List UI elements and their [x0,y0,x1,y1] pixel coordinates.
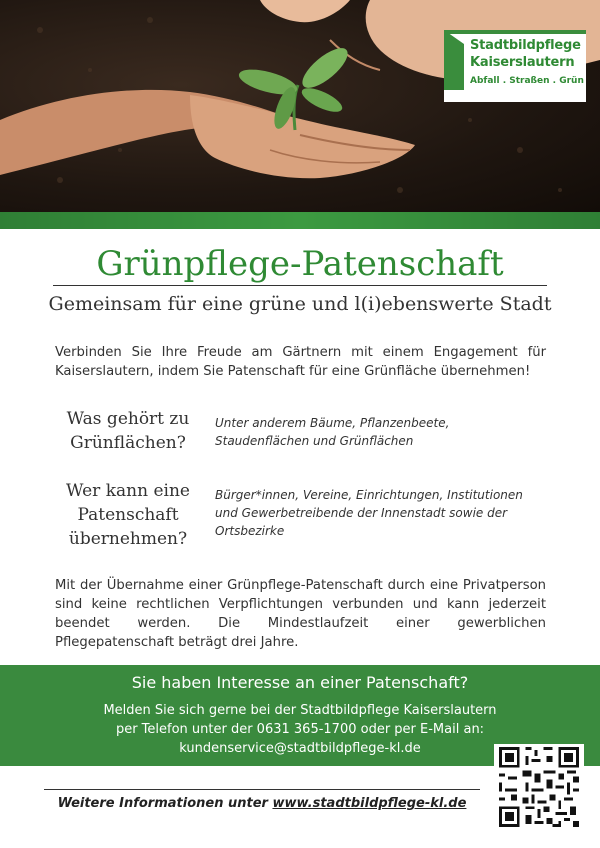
answer-2 [215,486,545,540]
footer-divider [44,789,480,790]
logo-line-2: Kaiserslautern [470,55,575,70]
contact-email[interactable]: kundenservice@stadtbildpflege-kl.de [179,741,421,756]
qr-code-icon [494,744,584,830]
qr-code [494,744,584,830]
question-2-line-3: übernehmen? [68,529,188,549]
answer-1-line-1: Unter anderem Bäume, Pflanzenbeete, [215,416,450,430]
answer-2-line-3: Ortsbezirke [215,524,285,538]
question-2 [63,479,193,551]
answer-2-line-1: Bürger*innen, Vereine, Einrichtungen, Institutionen [215,488,523,502]
logo-tagline: Abfall . Straßen . Grün [470,76,584,86]
question-1-line-1: Was gehört zu [66,409,190,429]
answer-1 [215,414,545,450]
title-divider [53,285,547,286]
question-1-line-2: Grünflächen? [70,433,186,453]
footer [0,796,524,811]
question-2-line-2: Patenschaft [77,505,179,525]
page-title: Grünpflege-Patenschaft [96,244,504,284]
stadtbildpflege-logo [444,30,586,102]
header-photo [0,0,600,212]
answer-2-line-2: und Gewerbetreibende der Innenstadt sowie der [215,506,508,520]
logo-line-1: Stadtbildpflege [470,38,581,53]
green-divider-band [0,212,600,229]
page-subtitle: Gemeinsam für eine grüne und l(i)ebenswerte Stadt [48,293,552,315]
contact-line-2: per Telefon unter der 0631 365-1700 oder per E-Mail an: [115,722,485,737]
info-paragraph: Mit der Übernahme einer Grünpflege-Patenschaft durch eine Privatperson sind keine rechtlichen Verpflichtungen verbunden und kann jederzeit beendet werden. Die Mindestlaufzeit einer gewerblichen Pflegepatenschaft beträgt drei Jahre. [55,578,546,650]
logo-top-bar [444,30,586,34]
footer-prefix: Weitere Informationen unter [57,796,273,811]
website-link[interactable]: www.stadtbildpflege-kl.de [272,796,467,811]
contact-line-1: Melden Sie sich gerne bei der Stadtbildpflege Kaiserslautern [103,703,497,718]
intro-paragraph: Verbinden Sie Ihre Freude am Gärtnern mit einem Engagement für Kaiserslautern, indem Sie Patenschaft für eine Grünfläche übernehmen! [55,345,546,379]
stadtbildpflege-logo-icon [444,30,464,90]
answer-1-line-2: Staudenflächen und Grünflächen [215,434,414,448]
contact-heading: Sie haben Interesse an einer Patenschaft? [131,673,469,692]
question-1 [63,407,193,455]
question-2-line-1: Wer kann eine [66,481,190,501]
